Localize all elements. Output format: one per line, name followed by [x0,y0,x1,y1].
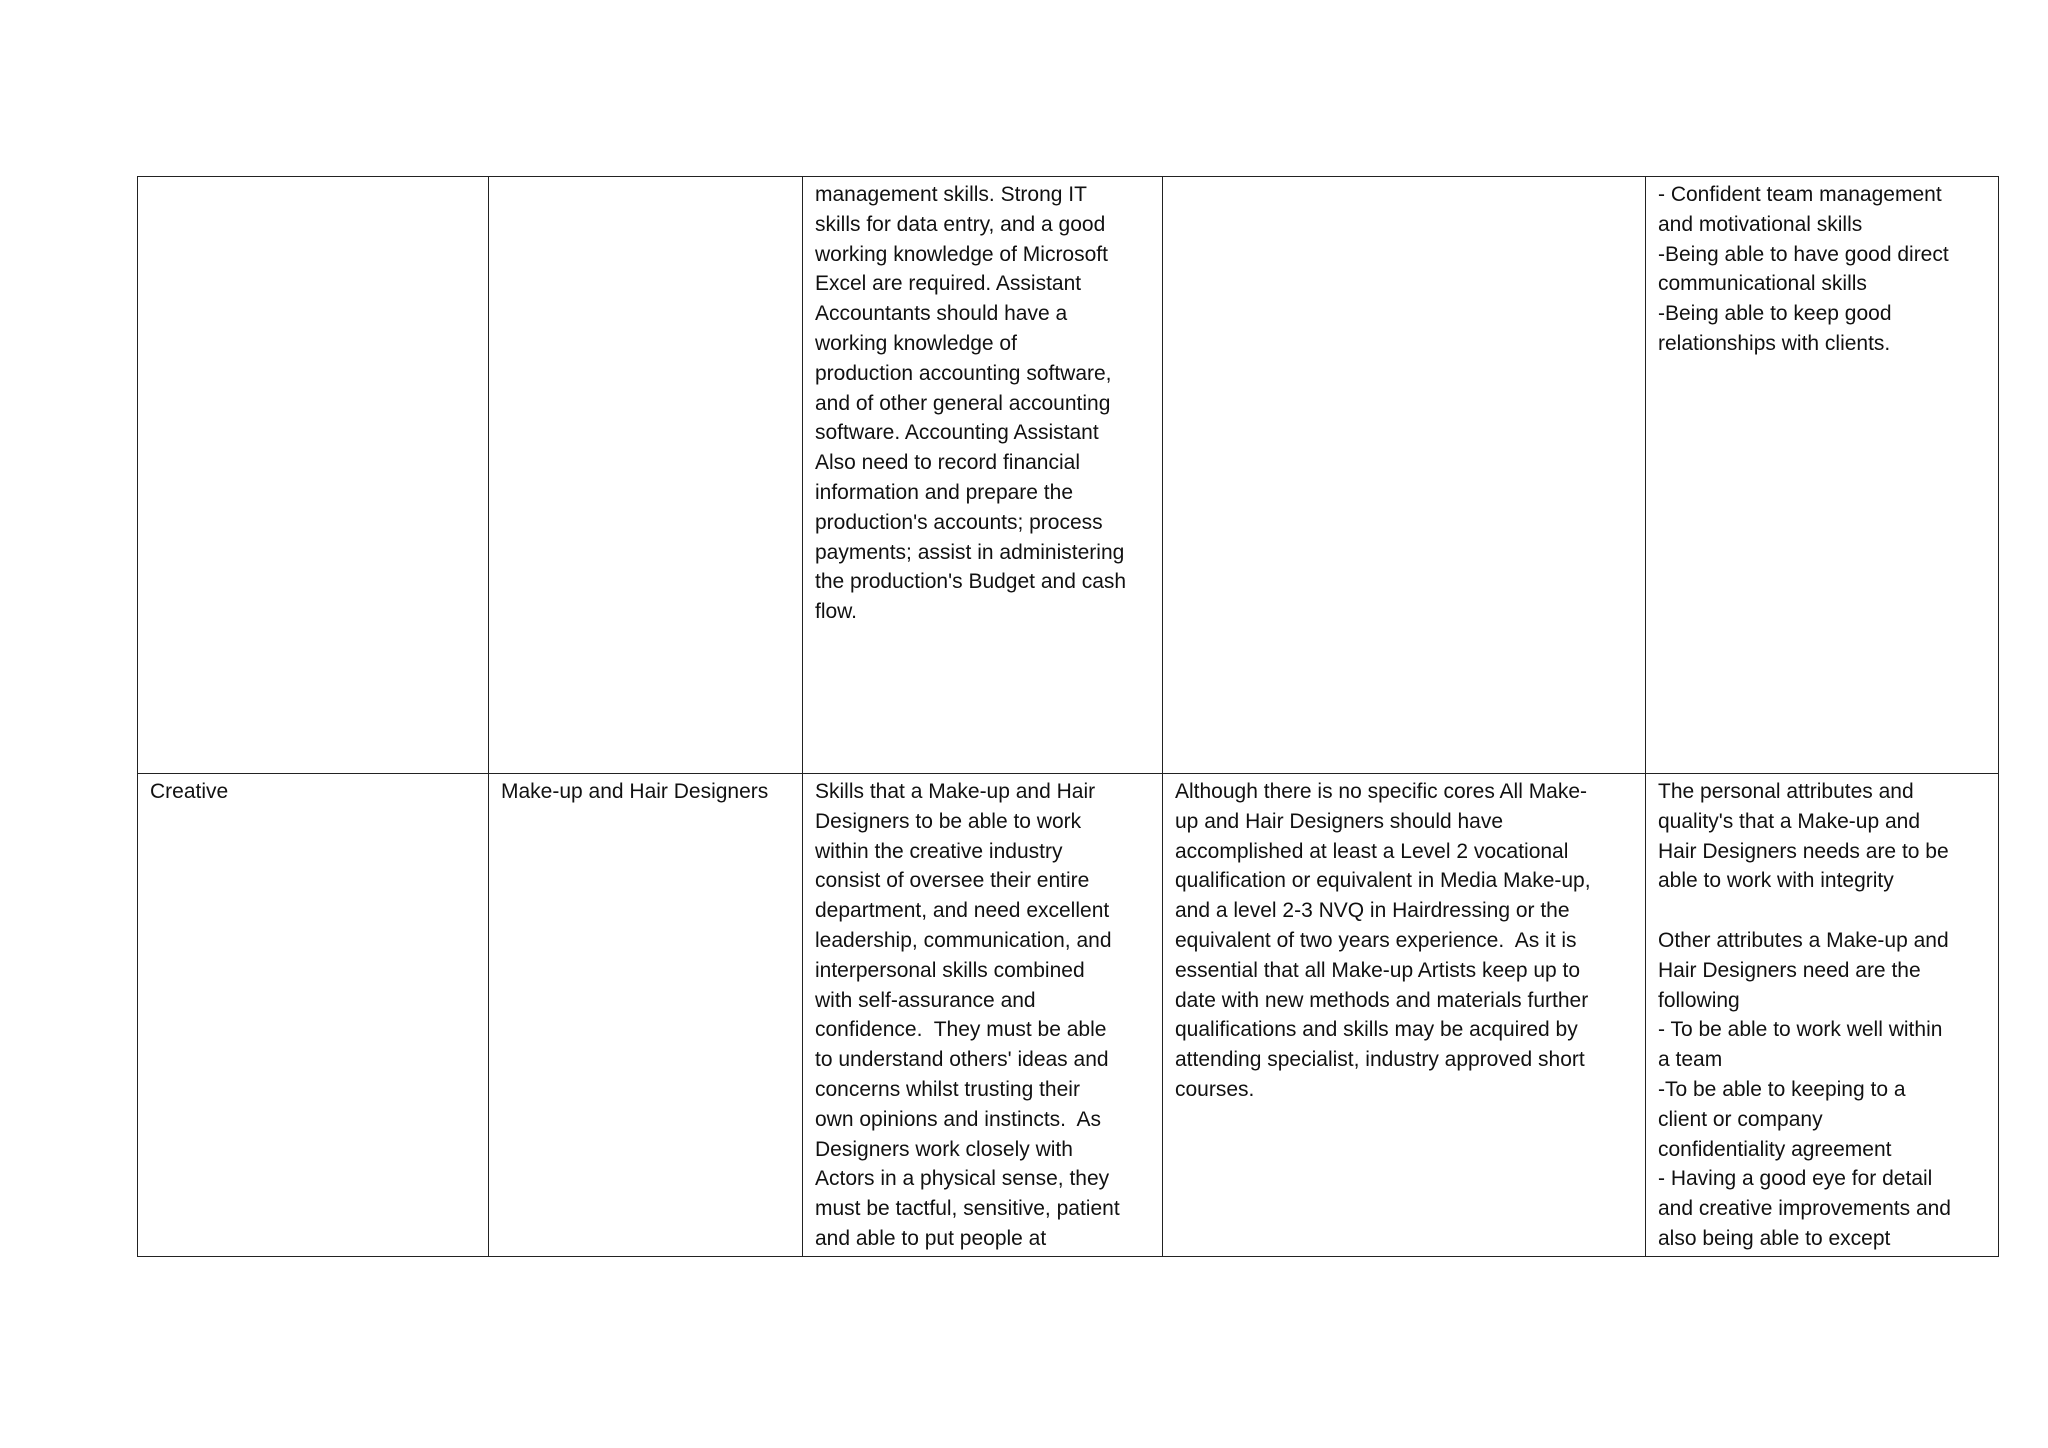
text-line: skills for data entry, and a good [815,212,1106,236]
text-line: Other attributes a Make-up and [1658,928,1949,952]
cell-skills [803,177,1163,774]
text-line: with self-assurance and [815,988,1036,1012]
text-line: - Having a good eye for detail [1658,1167,1933,1191]
text-line: production accounting software, [815,361,1112,385]
text-line: courses. [1175,1077,1255,1101]
cell-skills [803,774,1163,1257]
cell-sector [138,774,489,1257]
cell-job-role [489,774,803,1257]
text-line: equivalent of two years experience. As it is [1175,928,1577,952]
text-line: must be tactful, sensitive, patient [815,1197,1120,1221]
blank-line [1658,896,1988,926]
cell-job-role [489,177,803,774]
text-line: Hair Designers needs are to be [1658,839,1949,863]
text-line: software. Accounting Assistant [815,421,1099,445]
text-line: Skills that a Make-up and Hair [815,780,1096,803]
text-line: also being able to except [1658,1226,1891,1250]
text-line: -To be able to keeping to a [1658,1077,1906,1101]
text-line: confidence. They must be able [815,1018,1107,1042]
text-line: relationships with clients. [1658,331,1891,355]
text-line: own opinions and instincts. As [815,1107,1102,1131]
text-line: communicational skills [1658,272,1867,296]
text-line: accomplished at least a Level 2 vocational [1175,839,1569,863]
table-row [138,177,1999,774]
text-line: Although there is no specific cores All Make- [1175,780,1588,803]
text-line: following [1658,988,1740,1012]
text-line: working knowledge of Microsoft [815,242,1108,266]
table-row [138,774,1999,1257]
text-line: qualifications and skills may be acquired by [1175,1018,1578,1042]
text-line: - To be able to work well within [1658,1018,1943,1042]
text-line: information and prepare the [815,480,1073,504]
text-line: flow. [815,600,858,624]
text-line: and of other general accounting [815,391,1111,415]
text-line: Creative [150,780,229,803]
text-line: essential that all Make-up Artists keep up to [1175,958,1581,982]
text-line: Also need to record financial [815,451,1080,475]
text-line: within the creative industry [815,839,1063,863]
text-line: client or company [1658,1107,1823,1131]
text-line: concerns whilst trusting their [815,1077,1080,1101]
text-line: Designers to be able to work [815,809,1082,833]
text-line: working knowledge of [815,331,1017,355]
text-line: Actors in a physical sense, they [815,1167,1110,1191]
text-line: attending specialist, industry approved short [1175,1048,1585,1072]
text-line: Make-up and Hair Designers [501,780,769,803]
text-line: qualification or equivalent in Media Make-up, [1175,869,1591,893]
text-line: and a level 2-3 NVQ in Hairdressing or the [1175,899,1570,923]
cell-qualifications [1163,774,1646,1257]
text-line: date with new methods and materials further [1175,988,1589,1012]
text-line: the production's Budget and cash [815,570,1127,594]
text-line: The personal attributes and [1658,780,1914,803]
text-line: Accountants should have a [815,302,1068,326]
text-line: and motivational skills [1658,212,1863,236]
text-line: consist of oversee their entire [815,869,1090,893]
text-line: leadership, communication, and [815,928,1112,952]
text-line: department, and need excellent [815,899,1110,923]
text-line: interpersonal skills combined [815,958,1085,982]
text-line: production's accounts; process [815,510,1103,534]
cell-qualifications [1163,177,1646,774]
text-line: management skills. Strong IT [815,183,1087,206]
cell-attributes [1646,774,1999,1257]
cell-sector [138,177,489,774]
text-line: and creative improvements and [1658,1197,1951,1221]
text-line: Hair Designers need are the [1658,958,1921,982]
text-line: quality's that a Make-up and [1658,809,1920,833]
text-line: able to work with integrity [1658,869,1894,893]
text-line: Designers work closely with [815,1137,1073,1161]
document-table [137,176,1999,1257]
text-line: - Confident team management [1658,183,1942,206]
text-line: up and Hair Designers should have [1175,809,1504,833]
text-line: Excel are required. Assistant [815,272,1082,296]
text-line: payments; assist in administering [815,540,1125,564]
text-line: a team [1658,1048,1723,1072]
text-line: -Being able to have good direct [1658,242,1949,266]
text-line: to understand others' ideas and [815,1048,1109,1072]
text-line: and able to put people at [815,1226,1047,1250]
text-line: -Being able to keep good [1658,302,1892,326]
text-line: confidentiality agreement [1658,1137,1892,1161]
cell-attributes [1646,177,1999,774]
